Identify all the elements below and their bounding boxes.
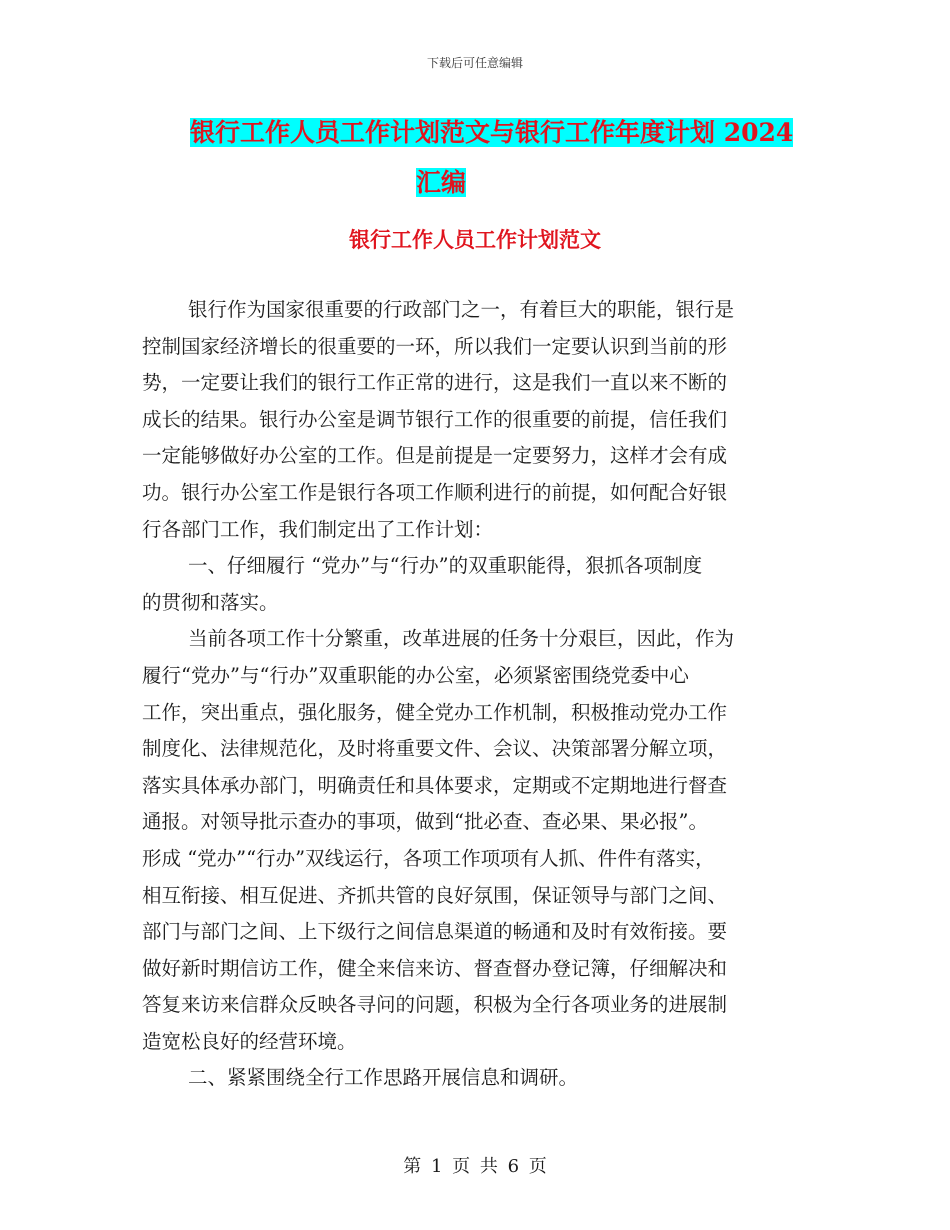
body-line: 一定能够做好办公室的工作。但是前提是一定要努力，这样才会有成 bbox=[142, 444, 728, 468]
body-line: 通报。对领导批示查办的事项，做到“批必查、查必果、果必报”。 bbox=[142, 810, 708, 834]
document-title bbox=[190, 108, 804, 208]
body-line: 制度化、法律规范化，及时将重要文件、会议、决策部署分解立项， bbox=[142, 737, 728, 761]
body-line: 银行作为国家很重要的行政部门之一，有着巨大的职能，银行是 bbox=[188, 298, 735, 321]
body-line: 二、紧紧围绕全行工作思路开展信息和调研。 bbox=[188, 1066, 579, 1090]
body-line: 成长的结果。银行办公室是调节银行工作的很重要的前提，信任我们 bbox=[142, 407, 728, 431]
section-title: 银行工作人员工作计划范文 bbox=[349, 227, 601, 252]
body-line: 的贯彻和落实。 bbox=[142, 590, 279, 614]
header-note: 下载后可任意编辑 bbox=[426, 56, 523, 70]
body-line: 工作，突出重点，强化服务，健全党办工作机制，积极推动党办工作 bbox=[142, 700, 728, 724]
body-line: 答复来访来信群众反映各寻问的问题，积极为全行各项业务的进展制 bbox=[142, 993, 728, 1017]
body-line: 落实具体承办部门，明确责任和具体要求，定期或不定期地进行督查 bbox=[142, 773, 728, 797]
body-line: 一、仔细履行 “党办”与“行办”的双重职能得，狠抓各项制度 bbox=[188, 554, 703, 578]
body-line: 造宽松良好的经营环境。 bbox=[142, 1029, 357, 1053]
body-line: 控制国家经济增长的很重要的一环，所以我们一定要认识到当前的形 bbox=[142, 334, 728, 358]
body-line: 当前各项工作十分繁重，改革进展的任务十分艰巨，因此，作为 bbox=[188, 627, 735, 651]
body-line: 履行“党办”与“行办”双重职能的办公室，必须紧密围绕党委中心 bbox=[142, 663, 689, 687]
body-line: 形成 “党办”“行办”双线运行，各项工作项项有人抓、件件有落实， bbox=[142, 846, 715, 870]
title-line-1: 银行工作人员工作计划范文与银行工作年度计划 2024 bbox=[190, 118, 794, 147]
document-body bbox=[142, 292, 822, 1097]
title-line-2: 汇编 bbox=[416, 168, 467, 197]
body-line: 相互衔接、相互促进、齐抓共管的良好氛围，保证领导与部门之间、 bbox=[142, 883, 728, 907]
body-line: 势，一定要让我们的银行工作正常的进行，这是我们一直以来不断的 bbox=[142, 371, 728, 395]
page-footer: 第 1 页 共 6 页 bbox=[403, 1156, 547, 1177]
body-line: 行各部门工作，我们制定出了工作计划： bbox=[142, 517, 494, 541]
body-line: 做好新时期信访工作，健全来信来访、督查督办登记簿，仔细解决和 bbox=[142, 956, 728, 980]
body-line: 部门与部门之间、上下级行之间信息渠道的畅通和及时有效衔接。要 bbox=[142, 920, 728, 944]
body-line: 功。银行办公室工作是银行各项工作顺利进行的前提，如何配合好银 bbox=[142, 480, 728, 504]
